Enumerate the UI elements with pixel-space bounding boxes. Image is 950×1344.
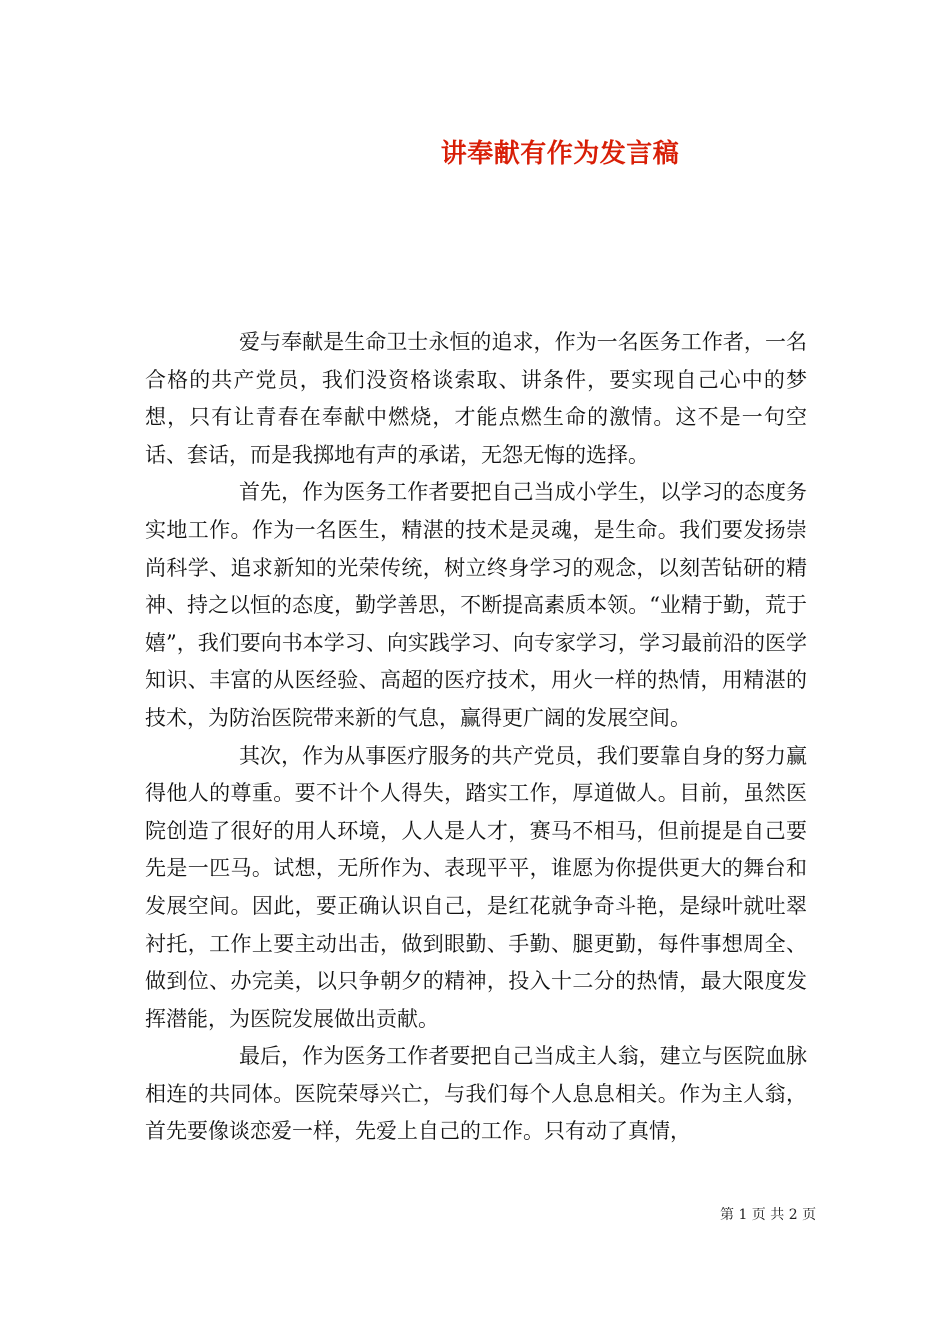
paragraph: 爱与奉献是生命卫士永恒的追求，作为一名医务工作者，一名合格的共产党员，我们没资格谈索取、讲条件，要实现自己心中的梦想，只有让青春在奉献中燃烧，才能点燃生命的激情。这不是一句空话、套话，而是我掷地有声的承诺，无怨无悔的选择。 <box>145 330 807 467</box>
paragraph: 首先，作为医务工作者要把自己当成小学生，以学习的态度务实地工作。作为一名医生，精湛的技术是灵魂，是生命。我们要发扬崇尚科学、追求新知的光荣传统，树立终身学习的观念，以刻苦钻研的精神、持之以恒的态度，勤学善思，不断提高素质本领。“业精于勤，荒于嬉”，我们要向书本学习、向实践学习、向专家学习，学习最前沿的医学知识、丰富的从医经验、高超的医疗技术，用火一样的热情，用精湛的技术，为防治医院带来新的气息，赢得更广阔的发展空间。 <box>145 480 807 730</box>
paragraph: 最后，作为医务工作者要把自己当成主人翁，建立与医院血脉相连的共同体。医院荣辱兴亡，与我们每个人息息相关。作为主人翁，首先要像谈恋爱一样，先爱上自己的工作。只有动了真情， <box>145 1044 807 1144</box>
paragraph: 其次，作为从事医疗服务的共产党员，我们要靠自身的努力赢得他人的尊重。要不计个人得失，踏实工作，厚道做人。目前，虽然医院创造了很好的用人环境，人人是人才，赛马不相马，但前提是自己要先是一匹马。试想，无所作为、表现平平，谁愿为你提供更大的舞台和发展空间。因此，要正确认识自己，是红花就争奇斗艳，是绿叶就吐翠衬托，工作上要主动出击，做到眼勤、手勤、腿更勤，每件事想周全、做到位、办完美，以只争朝夕的精神，投入十二分的热情，最大限度发挥潜能，为医院发展做出贡献。 <box>145 743 807 1031</box>
page-number-footer: 第 1 页 共 2 页 <box>720 1207 817 1223</box>
document-body <box>145 324 807 1151</box>
document-title: 讲奉献有作为发言稿 <box>440 139 680 169</box>
